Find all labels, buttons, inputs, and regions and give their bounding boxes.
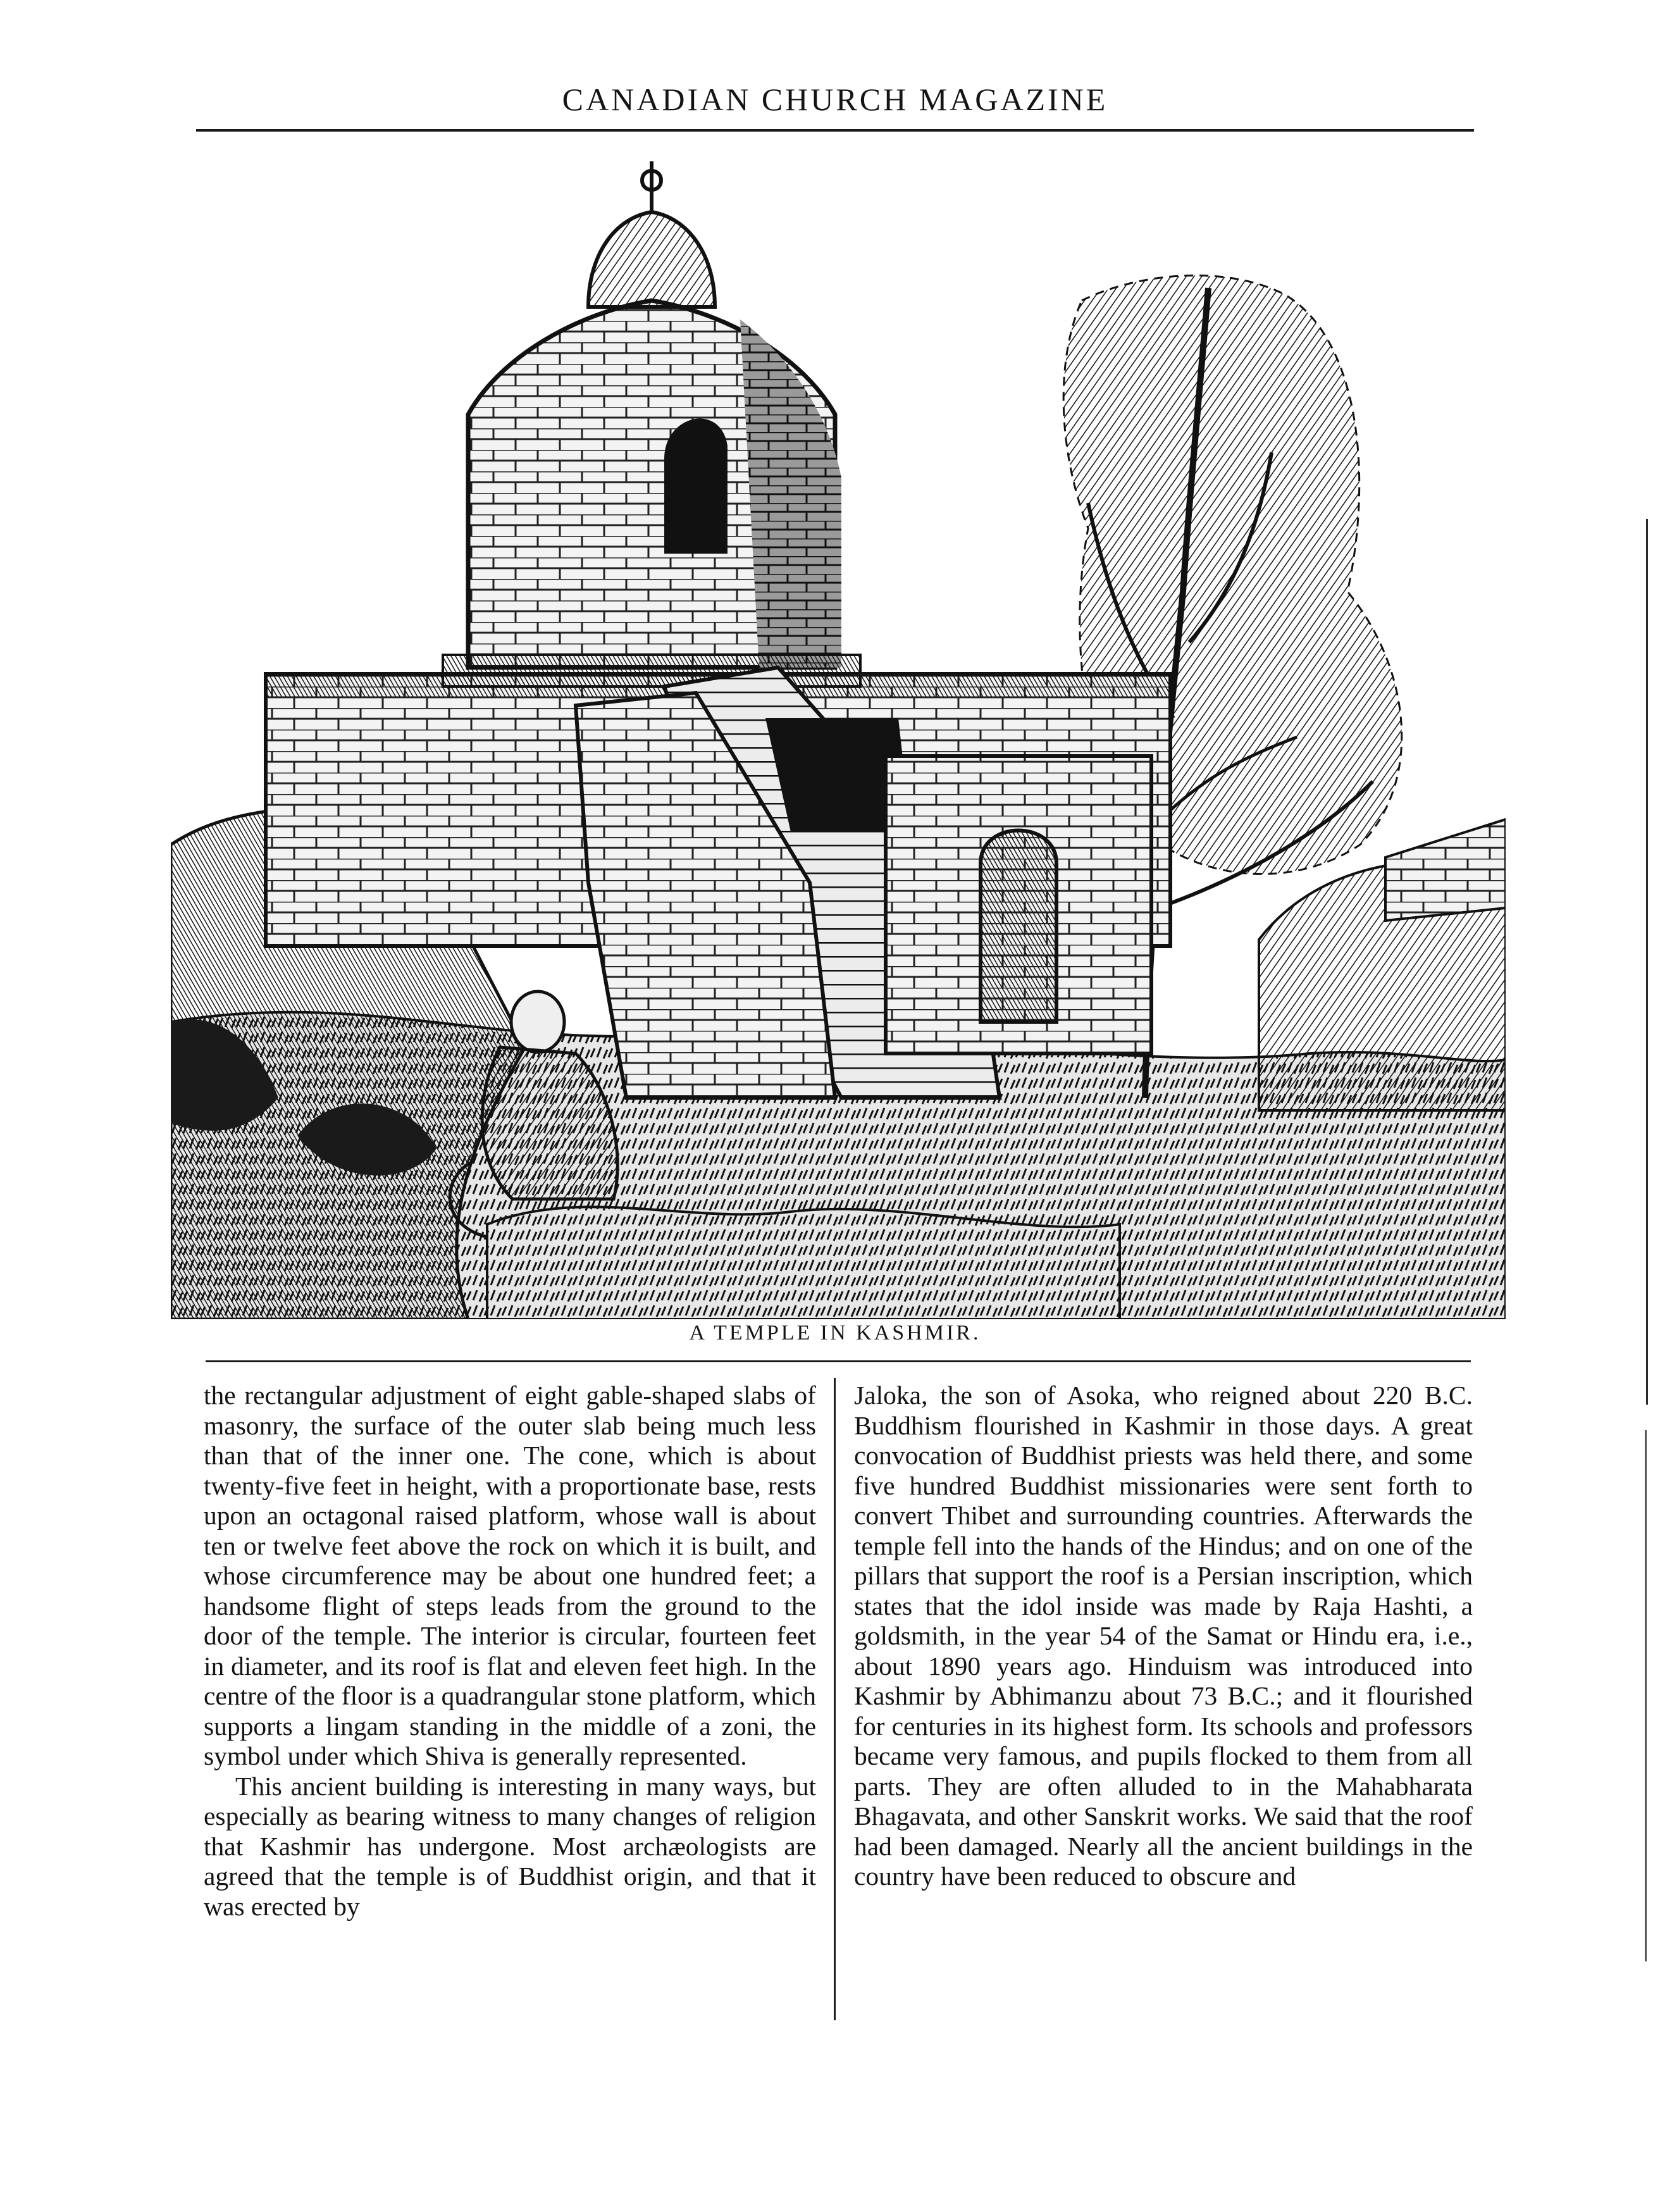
caption-rule (206, 1360, 1471, 1362)
temple-dome (588, 212, 715, 307)
left-column-paragraph: This ancient building is interesting in many ways, but especially as bearing witness to many changes of religion that Kashmir has undergone. Most archæologists are agreed that the temple is of Buddhist origin, and that it was erected by (204, 1771, 816, 1921)
right-column-paragraph: Jaloka, the son of Asoka, who reigned about 220 B.C. Buddhism flourished in Kashmir in those days. A great convocation of Buddhist priests was held there, and some five hundred Buddhist missionaries were sent forth to convert Thibet and surrounding countries. Afterwards the temple fell into the hands of the Hindus; and on one of the pillars that support the roof is a Persian inscription, which states that the idol inside was made by Raja Hashti, a goldsmith, in the year 54 of the Samat or Hindu era, i.e., about 1890 years ago. Hinduism was introduced into Kashmir by Abhimanzu about 73 B.C.; and it flourished for centuries in its highest form. Its schools and professors became very famous, and pupils flocked to them from all parts. They are often alluded to in the Mahabharata Bhagavata, and other Sanskrit works. We said that the roof had been damaged. Nearly all the ancient buildings in the country have been reduced to obscure and (854, 1381, 1473, 1891)
right-column (854, 1381, 1473, 1892)
temple-engraving-drawing (171, 149, 1506, 1319)
dome-finial (642, 161, 661, 212)
page-edge-shadow (1646, 519, 1648, 1405)
page-edge-shadow (1645, 1430, 1647, 1961)
figure-caption: A TEMPLE IN KASHMIR. (689, 1321, 981, 1345)
tower-doorway (664, 418, 728, 554)
column-divider (834, 1378, 836, 2020)
running-head: CANADIAN CHURCH MAGAZINE (562, 82, 1108, 117)
left-column-paragraph: the rectangular adjustment of eight gable-shaped slabs of masonry, the surface of the outer slab being much less than that of the inner one. The cone, which is about twenty-five feet in height, with a proportionate base, rests upon an octagonal raised platform, whose wall is about ten or twelve feet above the rock on which it is built, and whose circumference may be about one hundred feet; a handsome flight of steps leads from the ground to the door of the temple. The interior is circular, fourteen feet in diameter, and its roof is flat and eleven feet high. In the centre of the floor is a quadrangular stone platform, which supports a lingam standing in the middle of a zoni, the symbol under which Shiva is generally represented. (204, 1381, 816, 1770)
header-rule (196, 129, 1474, 132)
left-column (204, 1381, 816, 1922)
sanctum-door (981, 831, 1056, 1022)
temple-engraving (171, 149, 1506, 1319)
